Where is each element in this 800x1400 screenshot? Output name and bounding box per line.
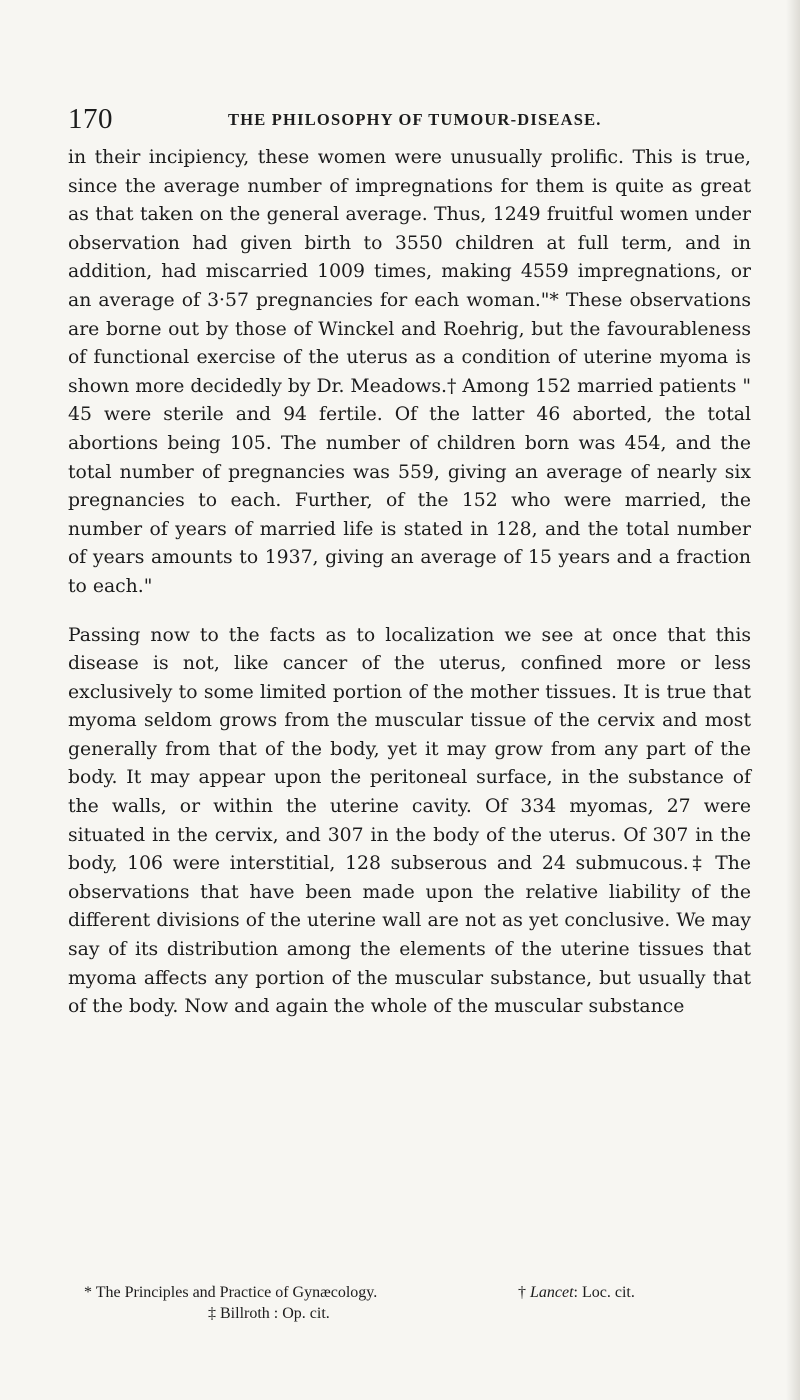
footnote-double-dagger: ‡ Billroth : Op. cit.: [208, 1305, 330, 1322]
footnote-row-2: [68, 1303, 751, 1324]
footnotes: [68, 1282, 751, 1324]
page-number: 170: [68, 103, 113, 135]
page-header: [68, 102, 732, 136]
footnote-row-1: [68, 1282, 751, 1303]
running-title: THE PHILOSOPHY OF TUMOUR-DISEASE.: [228, 110, 602, 129]
paragraph-2: Passing now to the facts as to localization we see at once that this disease is not, like cancer of the uterus, confined more or less exclusively to some limited portion of the mother tissues. It is true that myoma seldom grows from the muscular tissue of the cervix and most generally from that of the body, yet it may grow from any part of the body. It may appear upon the peritoneal surface, in the substance of the walls, or within the uterine cavity. Of 334 myomas, 27 were situated in the cervix, and 307 in the body of the uterus. Of 307 in the body, 106 were interstitial, 128 subserous and 24 submucous.‡ The observations that have been made upon the relative liability of the different divisions of the uterine wall are not as yet conclusive. We may say of its distribution among the elements of the uterine tissues that myoma affects any portion of the muscular substance, but usually that of the body. Now and again the whole of the muscular substance: [68, 624, 751, 1018]
footnote-dagger-source: Lancet: [530, 1284, 574, 1301]
paragraph-1: in their incipiency, these women were unusually prolific. This is true, since the average number of impregnations for them is quite as great as that taken on the general average. Thus, 1249 fruitful women under observation had given birth to 3550 children at full term, and in addition, had miscarried 1009 times, making 4559 impregnations, or an average of 3·57 pregnancies for each woman."* These observations are borne out by those of Winckel and Roehrig, but the favourableness of functional exercise of the uterus as a condition of uterine myoma is shown more decidedly by Dr. Meadows.† Among 152 married patients " 45 were sterile and 94 fertile. Of the latter 46 aborted, the total abortions being 105. The number of children born was 454, and the total number of pregnancies was 559, giving an average of nearly six pregnancies to each. Further, of the 152 who were married, the number of years of married life is stated in 128, and the total number of years amounts to 1937, giving an average of 15 years and a fraction to each.": [68, 147, 751, 597]
footnote-dagger-mark: †: [518, 1284, 526, 1301]
footnote-dagger: [518, 1282, 635, 1303]
body-text: [68, 144, 751, 1022]
page-edge-shadow: [786, 0, 800, 1400]
footnote-star: * The Principles and Practice of Gynæcology.: [84, 1284, 378, 1301]
footnote-dagger-rest: : Loc. cit.: [573, 1284, 635, 1301]
